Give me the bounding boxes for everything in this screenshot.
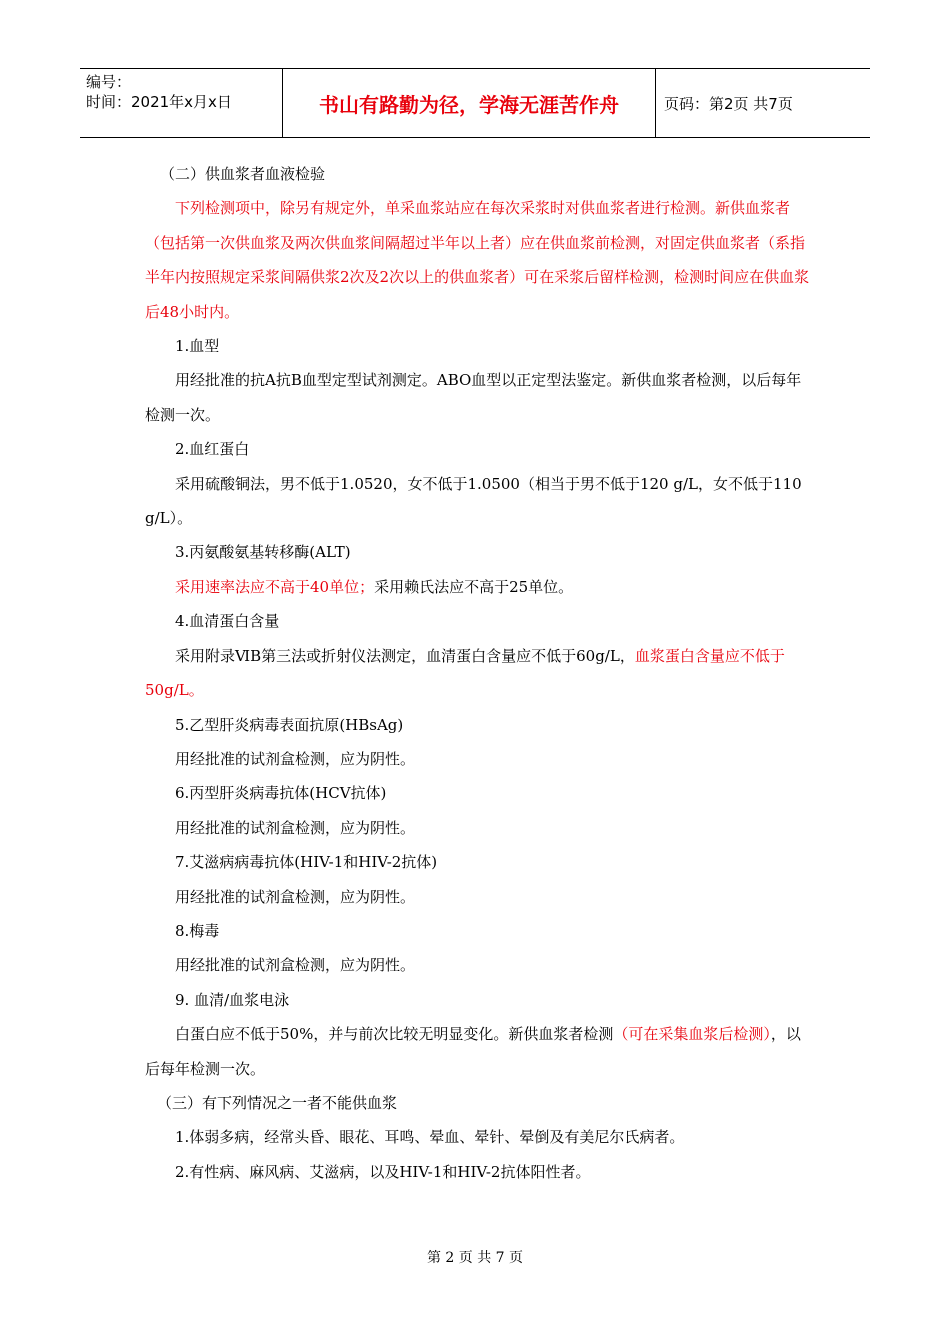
item-body-text: 采用附录ⅥB第三法或折射仪法测定，血清蛋白含量应不低于60g/L，	[175, 646, 635, 665]
time-label: 时间：2021年x月x日	[86, 93, 232, 111]
item-title: 7.艾滋病病毒抗体(HIV-1和HIV-2抗体)	[175, 853, 438, 872]
item-body-text: ，以后每年检测一次。	[145, 1025, 801, 1078]
document-body	[145, 157, 810, 1189]
list-item: 1.体弱多病，经常头昏、眼花、耳鸣、晕血、晕针、晕倒及有美尼尔氏病者。	[175, 1128, 685, 1147]
item-title: 2.血红蛋白	[175, 440, 250, 459]
item-body: 用经批准的试剂盒检测，应为阴性。	[175, 956, 416, 975]
item-body-highlight: 血浆蛋白含量应不低于50g/L。	[145, 646, 785, 700]
item-title: 9. 血清/血浆电泳	[175, 990, 290, 1009]
section-intro: 下列检测项中，除另有规定外，单采血浆站应在每次采浆时对供血浆者进行检测。新供血浆者（包括第一次供血浆及两次供血浆间隔超过半年以上者）应在供血浆前检测，对固定供血浆者（系指半年内按照规定采浆间隔供浆2次及2次以上的供血浆者）可在采浆后留样检测，检测时间应在供血浆后48小时内。	[145, 199, 810, 321]
item-body: 采用硫酸铜法，男不低于1.0520，女不低于1.0500（相当于男不低于120 g/L，女不低于110 g/L）。	[145, 474, 802, 528]
header-page-info: 页码：第2页 共7页	[664, 94, 793, 113]
header-motto: 书山有路勤为径，学海无涯苦作舟	[282, 69, 656, 137]
item-body: 用经批准的试剂盒检测，应为阴性。	[175, 887, 416, 906]
item-title: 8.梅毒	[175, 921, 220, 940]
header-left-cell	[80, 69, 282, 137]
section-title: （二）供血浆者血液检验	[160, 165, 326, 183]
list-item: 2.有性病、麻风病、艾滋病，以及HIV-1和HIV-2抗体阳性者。	[175, 1162, 591, 1181]
page-header	[80, 68, 870, 138]
item-body-text: 采用赖氏法应不高于25单位。	[374, 577, 574, 596]
number-label: 编号：	[86, 73, 132, 91]
page-footer: 第 2 页 共 7 页	[426, 1250, 524, 1266]
item-title: 4.血清蛋白含量	[175, 612, 280, 631]
item-body: 用经批准的试剂盒检测，应为阴性。	[175, 749, 416, 768]
item-body: 用经批准的试剂盒检测，应为阴性。	[175, 818, 416, 837]
item-body: 用经批准的抗A抗B血型定型试剂测定。ABO血型以正定型法鉴定。新供血浆者检测，以后每年检测一次。	[145, 371, 802, 424]
item-body	[145, 639, 810, 708]
item-body	[145, 570, 810, 604]
item-title: 5.乙型肝炎病毒表面抗原(HBsAg)	[175, 715, 404, 734]
item-body	[145, 1017, 810, 1086]
item-title: 6.丙型肝炎病毒抗体(HCV抗体)	[175, 784, 387, 803]
item-body-highlight: 采用速率法应不高于40单位；	[175, 577, 375, 596]
item-body-highlight: （可在采集血浆后检测）	[613, 1025, 771, 1044]
item-title: 3.丙氨酸氨基转移酶(ALT)	[175, 543, 351, 562]
item-body-text: 白蛋白应不低于50%，并与前次比较无明显变化。新供血浆者检测	[175, 1025, 614, 1044]
item-title: 1.血型	[175, 337, 220, 356]
section-title: （三）有下列情况之一者不能供血浆	[157, 1093, 398, 1112]
